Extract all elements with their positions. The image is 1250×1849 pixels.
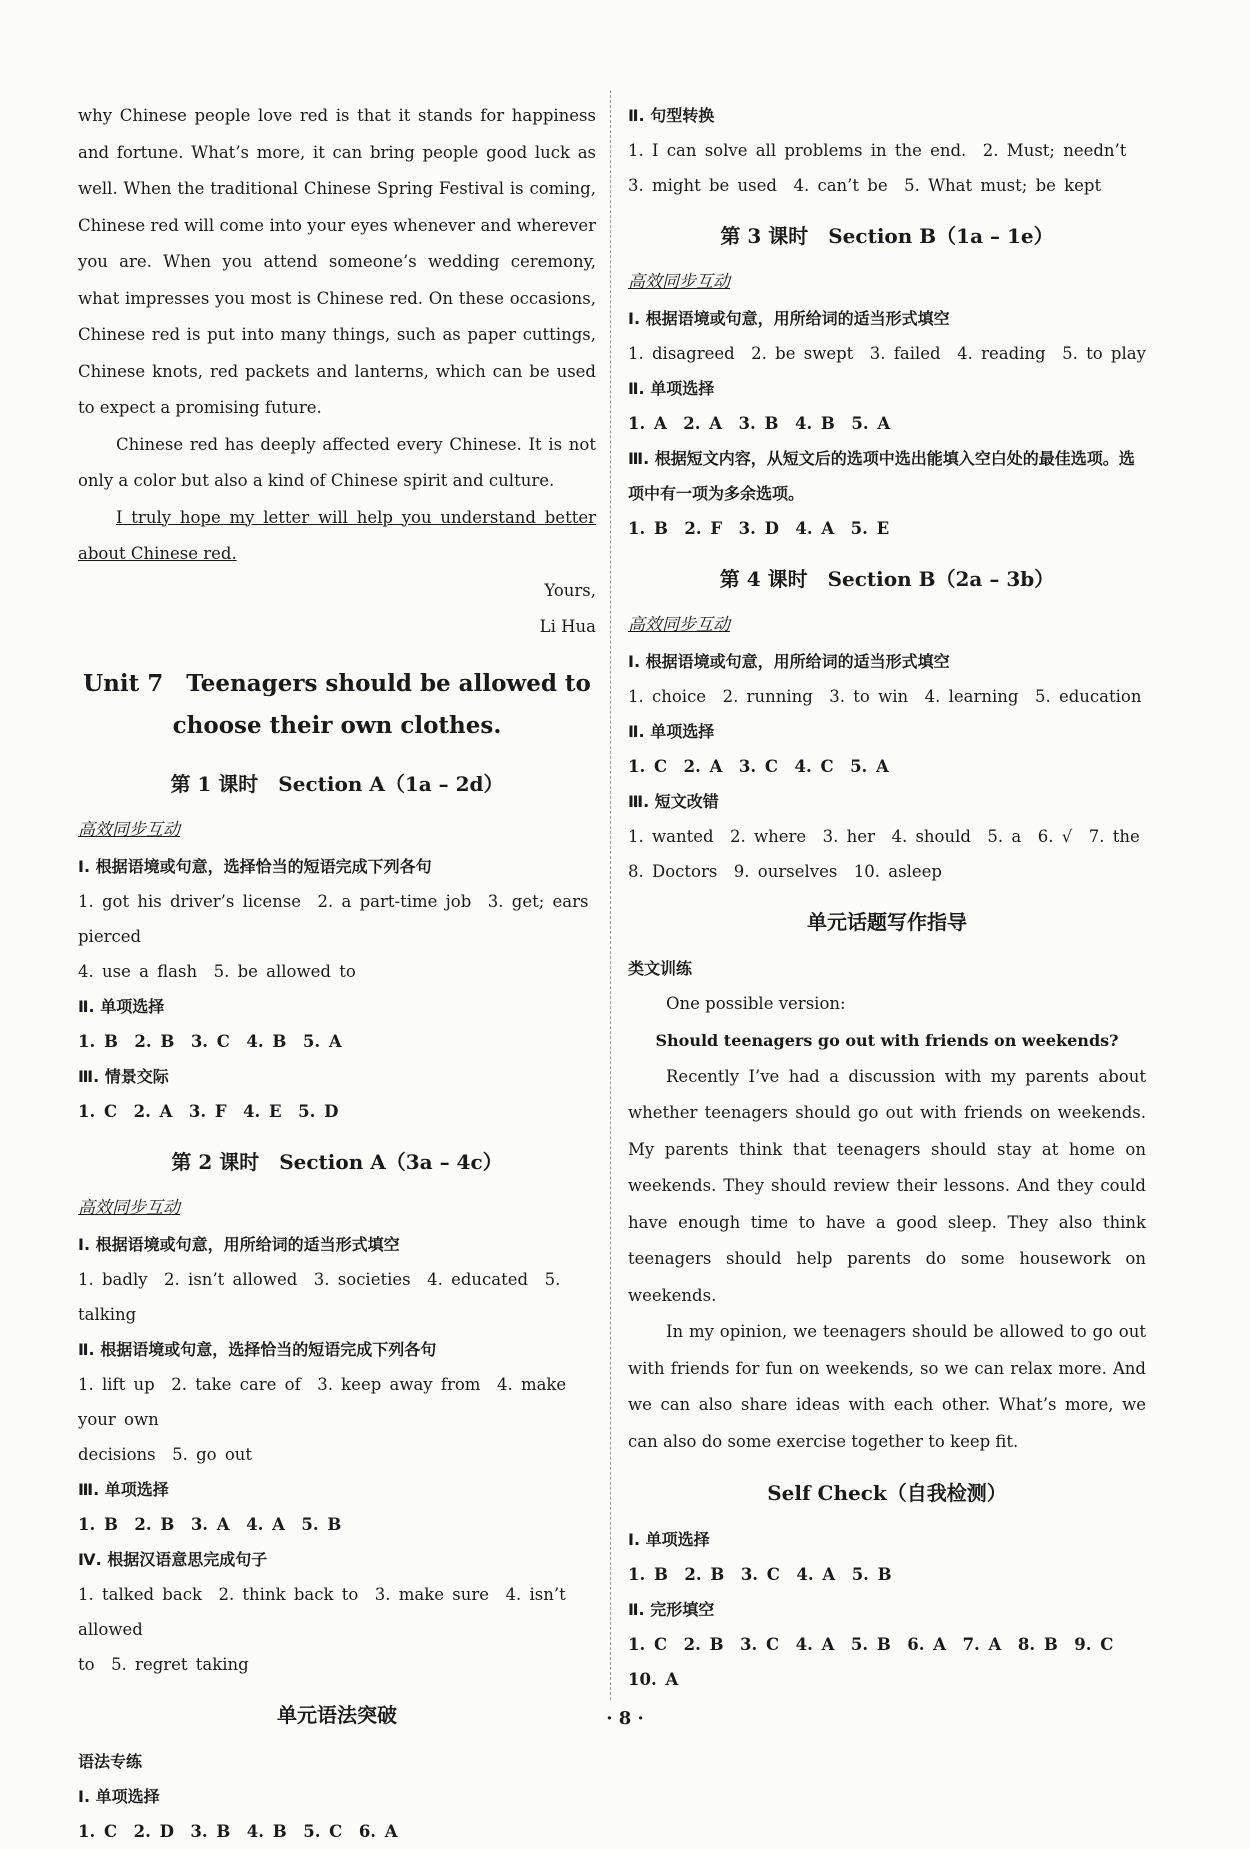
lesson-1-section-1-answers-2: 4. use a flash 5. be allowed to <box>78 961 356 981</box>
lesson-4-section-1-heading: Ⅰ. 根据语境或句意，用所给词的适当形式填空 <box>628 652 950 671</box>
grammar-title: 单元语法突破 <box>277 1702 397 1727</box>
grammar-section-1-answers: 1. C 2. D 3. B 4. B 5. C 6. A <box>78 1821 398 1841</box>
lesson-3-title: 第 3 课时 Section B（1a – 1e） <box>720 224 1054 248</box>
lesson-2-section-4-answers-1: 1. talked back 2. think back to 3. make sure 4. isn’t allowed <box>78 1584 566 1639</box>
grammar-section-1-heading: Ⅰ. 单项选择 <box>78 1786 160 1806</box>
essay-paragraph-1: Recently I’ve had a discussion with my parents about whether teenagers should go out with friends on weekends. My parents think that teenagers should stay at home on weekends. They should review their lessons. And they could have enough time to have a good sleep. They also think teenagers should help parents do some housework on weekends. <box>628 1066 1146 1305</box>
lesson-3-section-3-heading: Ⅲ. 根据短文内容，从短文后的选项中选出能填入空白处的最佳选项。选项中有一项为多余选项。 <box>628 449 1135 503</box>
lesson-2-section-1-heading: Ⅰ. 根据语境或句意，用所给词的适当形式填空 <box>78 1234 400 1254</box>
essay-title: Should teenagers go out with friends on weekends? <box>655 1030 1119 1050</box>
self-check-section-1-heading: Ⅰ. 单项选择 <box>628 1530 710 1549</box>
unit-title <box>78 663 596 747</box>
unit-title-line-2: choose their own clothes. <box>172 711 502 739</box>
column-divider <box>610 90 611 1700</box>
essay-paragraph-2: In my opinion, we teenagers should be allowed to go out with friends for fun on weekends, so we can relax more. And we can also share ideas with each other. What’s more, we can also do some exercise together to keep fit. <box>628 1322 1146 1451</box>
letter-paragraph-2: Chinese red has deeply affected every Chinese. It is not only a color but also a kind of Chinese spirit and culture. <box>78 434 596 490</box>
letter-paragraph-3: I truly hope my letter will help you understand better about Chinese red. <box>78 507 596 563</box>
lesson-1-section-3-answers: 1. C 2. A 3. F 4. E 5. D <box>78 1101 339 1121</box>
grammar-subheading: 语法专练 <box>78 1751 143 1771</box>
lesson-3-section-2-answers: 1. A 2. A 3. B 4. B 5. A <box>628 414 891 433</box>
lesson-1-section-1-answers-1: 1. got his driver’s license 2. a part-time job 3. get; ears pierced <box>78 891 589 946</box>
lesson-2-section-2-answers-1: 1. lift up 2. take care of 3. keep away from 4. make your own <box>78 1374 567 1429</box>
lesson-3-section-3-answers: 1. B 2. F 3. D 4. A 5. E <box>628 519 890 538</box>
lesson-2-section-3-heading: Ⅲ. 单项选择 <box>78 1479 169 1499</box>
self-check-section-2-answers: 1. C 2. B 3. C 4. A 5. B 6. A 7. A 8. B 9. C 10. A <box>628 1635 1130 1689</box>
letter-paragraph-1: why Chinese people love red is that it stands for happiness and fortune. What’s more, it can bring people good luck as well. When the traditional Chinese Spring Festival is coming, Chinese red will come into your eyes whenever and wherever you are. When you attend someone’s wedding ceremony, what impresses you most is Chinese red. On these occasions, Chinese red is put into many things, such as paper cuttings, Chinese knots, red packets and lanterns, which can be used to expect a promising future. <box>78 106 596 417</box>
lesson-4-section-2-answers: 1. C 2. A 3. C 4. C 5. A <box>628 757 889 776</box>
lesson-2-section-2-answers-2: decisions 5. go out <box>78 1444 253 1464</box>
letter-closing: Yours, <box>544 580 596 600</box>
writing-subheading: 类文训练 <box>628 959 693 978</box>
prev-section-2-answers-2: 3. might be used 4. can’t be 5. What must; be kept <box>628 176 1102 195</box>
lesson-2-title: 第 2 课时 Section A（3a – 4c） <box>171 1149 503 1174</box>
prev-section-2-answers-1: 1. I can solve all problems in the end. 2. Must; needn’t <box>628 141 1127 160</box>
self-check-section-1-answers: 1. B 2. B 3. C 4. A 5. B <box>628 1565 892 1584</box>
lesson-1-section-2-answers: 1. B 2. B 3. C 4. B 5. A <box>78 1031 342 1051</box>
lesson-3-section-1-heading: Ⅰ. 根据语境或句意，用所给词的适当形式填空 <box>628 309 950 328</box>
writing-intro: One possible version: <box>666 994 846 1013</box>
lesson-4-title: 第 4 课时 Section B（2a – 3b） <box>719 567 1055 591</box>
lesson-2-subheading: 高效同步互动 <box>78 1197 180 1218</box>
lesson-4-section-3-answers-2: 8. Doctors 9. ourselves 10. asleep <box>628 862 942 881</box>
lesson-2-section-4-answers-2: to 5. regret taking <box>78 1654 249 1674</box>
lesson-3-subheading: 高效同步互动 <box>628 272 730 292</box>
letter-signature: Li Hua <box>539 616 596 636</box>
lesson-2-section-4-heading: Ⅳ. 根据汉语意思完成句子 <box>78 1549 268 1569</box>
page-number: · 8 · <box>606 1708 644 1729</box>
prev-section-2-heading: Ⅱ. 句型转换 <box>628 106 715 125</box>
left-column <box>78 98 596 1849</box>
lesson-4-section-1-answers: 1. choice 2. running 3. to win 4. learning 5. education <box>628 687 1142 706</box>
lesson-1-title: 第 1 课时 Section A（1a – 2d） <box>170 771 504 796</box>
lesson-4-section-2-heading: Ⅱ. 单项选择 <box>628 722 715 741</box>
right-column <box>628 98 1146 1697</box>
lesson-3-section-1-answers: 1. disagreed 2. be swept 3. failed 4. reading 5. to play <box>628 344 1146 363</box>
lesson-4-section-3-answers-1: 1. wanted 2. where 3. her 4. should 5. a 6. √ 7. the <box>628 827 1140 846</box>
lesson-1-section-3-heading: Ⅲ. 情景交际 <box>78 1066 169 1086</box>
lesson-2-section-3-answers: 1. B 2. B 3. A 4. A 5. B <box>78 1514 342 1534</box>
writing-title: 单元话题写作指导 <box>807 910 967 934</box>
lesson-1-section-2-heading: Ⅱ. 单项选择 <box>78 996 165 1016</box>
unit-title-line-1: Unit 7 Teenagers should be allowed to <box>83 669 591 697</box>
lesson-2-section-2-heading: Ⅱ. 根据语境或句意，选择恰当的短语完成下列各句 <box>78 1339 437 1359</box>
lesson-4-subheading: 高效同步互动 <box>628 615 730 635</box>
self-check-title: Self Check（自我检测） <box>767 1481 1007 1505</box>
lesson-1-subheading: 高效同步互动 <box>78 819 180 840</box>
lesson-4-section-3-heading: Ⅲ. 短文改错 <box>628 792 719 811</box>
self-check-section-2-heading: Ⅱ. 完形填空 <box>628 1600 715 1619</box>
lesson-3-section-2-heading: Ⅱ. 单项选择 <box>628 379 715 398</box>
lesson-1-section-1-heading: Ⅰ. 根据语境或句意，选择恰当的短语完成下列各句 <box>78 856 432 876</box>
lesson-2-section-1-answers: 1. badly 2. isn’t allowed 3. societies 4. educated 5. talking <box>78 1269 561 1324</box>
